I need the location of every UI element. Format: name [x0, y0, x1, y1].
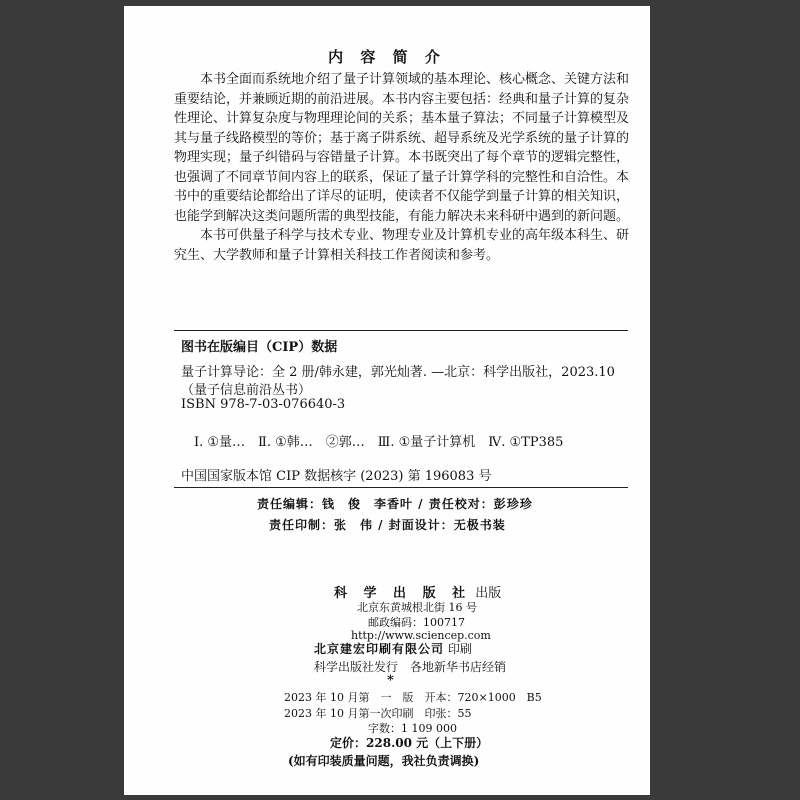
cip-top-rule — [174, 330, 628, 331]
edition-line: 2023 年 10 月第 一 版 开本：720×1000 B5 — [284, 691, 542, 704]
printing-line: 2023 年 10 月第一次印刷 印张：55 — [284, 707, 472, 720]
cip-series-line: （量子信息前沿丛书） — [181, 383, 312, 398]
cip-classification: Ⅰ. ①量… Ⅱ. ①韩… ②郭… Ⅲ. ①量子计算机 Ⅳ. ①TP385 — [194, 435, 564, 450]
word-count: 字数：1 109 000 — [368, 722, 457, 735]
postcode: 邮政编码：100717 — [368, 616, 465, 629]
publisher-name: 科 学 出 版 社 — [334, 586, 472, 601]
staff-printing-design: 责任印制：张 伟 / 封面设计：无极书装 — [269, 518, 506, 532]
price-value: 228.00 元 — [366, 736, 429, 750]
cip-title-line: 量子计算导论：全 2 册/韩永建，郭光灿著. —北京：科学出版社，2023.10 — [181, 365, 615, 380]
publisher-suffix: 出版 — [475, 586, 502, 601]
price-label: 定价： — [330, 736, 367, 750]
publisher-address: 北京东黄城根北街 16 号 — [357, 601, 477, 614]
staff-editors: 责任编辑：钱 俊 李香叶 / 责任校对：彭珍珍 — [257, 497, 533, 511]
copyright-page — [124, 6, 650, 795]
quality-notice: (如有印装质量问题，我社负责调换) — [288, 754, 480, 768]
price-line — [330, 734, 488, 751]
summary-text — [174, 70, 629, 265]
price-note: （上下册） — [428, 736, 489, 750]
cip-header: 图书在版编目（CIP）数据 — [181, 340, 338, 355]
separator-star: * — [387, 673, 394, 688]
cip-isbn: ISBN 978-7-03-076640-3 — [181, 397, 346, 412]
summary-paragraph: 本书全面而系统地介绍了量子计算领域的基本理论、核心概念、关键方法和重要结论，并兼顾近期的前沿进展。本书内容主要包括：经典和量子计算的复杂性理论、计算复杂度与物理理论间的关系；基本量子算法；不同量子计算模型及其与量子线路模型的等价；基于离子阱系统、超导系统及光学系统的量子计算的物理实现；量子纠错码与容错量子计算。本书既突出了每个章节的逻辑完整性，也强调了不同章节间内容上的联系，保证了量子计算学科的完整性和自洽性。本书中的重要结论都给出了详尽的证明，使读者不仅能学到量子计算的相关知识，也能学到解决这类问题所需的典型技能，有能力解决未来科研中遇到的新问题。 — [174, 72, 630, 224]
printer-suffix: 印刷 — [447, 642, 472, 656]
distribution-line: 科学出版社发行 各地新华书店经销 — [314, 660, 507, 674]
printer-name: 北京建宏印刷有限公司 — [314, 642, 445, 656]
cip-bottom-rule — [174, 487, 628, 488]
printer-line — [314, 640, 472, 657]
summary-heading: 内 容 简 介 — [328, 48, 446, 66]
summary-paragraph: 本书可供量子科学与技术专业、物理专业及计算机专业的高年级本科生、研究生、大学教师和量子计算相关科技工作者阅读和参考。 — [174, 228, 630, 263]
publisher-website: http://www.sciencep.com — [351, 629, 491, 642]
cip-record-number: 中国国家版本馆 CIP 数据核字 (2023) 第 196083 号 — [181, 469, 492, 484]
